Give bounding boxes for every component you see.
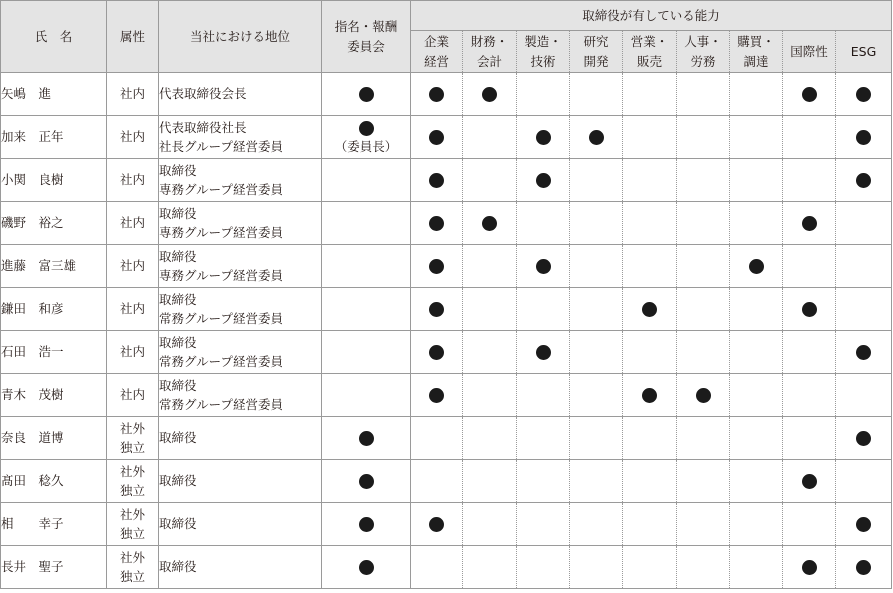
table-row xyxy=(1,159,892,202)
table-row xyxy=(1,374,892,417)
ability-cell xyxy=(463,73,517,116)
ability-mark xyxy=(429,388,444,403)
ability-cell xyxy=(463,202,517,245)
ability-cell xyxy=(570,331,623,374)
ability-cell xyxy=(730,331,783,374)
ability-mark xyxy=(802,216,817,231)
ability-cell xyxy=(463,503,517,546)
ability-cell xyxy=(623,288,677,331)
position-label: 社長グループ経営委員 xyxy=(159,139,284,154)
ability-cell xyxy=(677,288,730,331)
header-ability-label: 営業・ xyxy=(630,34,669,50)
position-cell xyxy=(159,546,322,589)
director-name: 石田 浩一 xyxy=(1,331,107,374)
position-label: 専務グループ経営委員 xyxy=(159,268,284,283)
ability-cell xyxy=(783,331,836,374)
header-ability-label: 国際性 xyxy=(790,43,828,59)
ability-cell xyxy=(570,159,623,202)
position-cell xyxy=(159,460,322,503)
ability-cell xyxy=(411,331,463,374)
ability-cell xyxy=(783,417,836,460)
header-ability-3 xyxy=(570,31,623,73)
ability-cell xyxy=(730,202,783,245)
ability-cell xyxy=(517,159,570,202)
table-row xyxy=(1,245,892,288)
ability-cell xyxy=(730,116,783,159)
ability-cell xyxy=(783,159,836,202)
attribute-label: 社内 xyxy=(119,344,145,360)
ability-cell xyxy=(517,460,570,503)
ability-mark xyxy=(802,474,817,489)
ability-cell xyxy=(570,546,623,589)
ability-cell xyxy=(623,116,677,159)
committee-member-mark xyxy=(359,517,374,532)
table-row xyxy=(1,460,892,503)
ability-cell xyxy=(836,159,892,202)
ability-cell xyxy=(677,374,730,417)
ability-cell xyxy=(677,503,730,546)
committee-cell xyxy=(322,546,411,589)
ability-cell xyxy=(623,374,677,417)
ability-mark xyxy=(429,216,444,231)
ability-cell xyxy=(411,116,463,159)
table-row xyxy=(1,503,892,546)
ability-cell xyxy=(411,202,463,245)
position-label: 取締役 xyxy=(159,334,197,350)
ability-mark xyxy=(856,560,871,575)
header-position: 当社における地位 xyxy=(159,1,322,73)
attribute-label: 独立 xyxy=(119,569,145,584)
committee-cell xyxy=(322,202,411,245)
ability-cell xyxy=(517,288,570,331)
header-ability-1 xyxy=(463,31,517,73)
table-row xyxy=(1,73,892,116)
header-ability-label: 開発 xyxy=(583,53,609,69)
ability-cell xyxy=(411,460,463,503)
ability-cell xyxy=(677,417,730,460)
attribute-label: 社内 xyxy=(119,215,145,231)
header-ability-2 xyxy=(517,31,570,73)
ability-cell xyxy=(570,374,623,417)
attribute-cell xyxy=(107,73,159,116)
header-abilities-caption: 取締役が有している能力 xyxy=(411,1,892,31)
attribute-cell xyxy=(107,331,159,374)
position-label: 常務グループ経営委員 xyxy=(159,354,284,369)
ability-cell xyxy=(570,503,623,546)
position-label: 取締役 xyxy=(159,430,197,446)
position-label: 専務グループ経営委員 xyxy=(159,182,284,197)
ability-cell xyxy=(677,116,730,159)
ability-cell xyxy=(517,245,570,288)
ability-cell xyxy=(836,460,892,503)
ability-mark xyxy=(536,130,551,145)
ability-cell xyxy=(411,546,463,589)
ability-cell xyxy=(517,417,570,460)
ability-mark xyxy=(802,560,817,575)
header-ability-4 xyxy=(623,31,677,73)
ability-cell xyxy=(623,546,677,589)
committee-cell xyxy=(322,116,411,159)
ability-cell xyxy=(677,331,730,374)
attribute-cell xyxy=(107,417,159,460)
committee-cell xyxy=(322,374,411,417)
ability-cell xyxy=(836,245,892,288)
ability-mark xyxy=(429,345,444,360)
header-committee-line-2: 委員会 xyxy=(347,38,385,54)
ability-cell xyxy=(570,245,623,288)
ability-cell xyxy=(783,460,836,503)
attribute-label: 社内 xyxy=(119,86,145,102)
committee-cell xyxy=(322,417,411,460)
position-label: 専務グループ経営委員 xyxy=(159,225,284,240)
position-cell xyxy=(159,116,322,159)
attribute-label: 社外 xyxy=(119,463,145,479)
attribute-cell xyxy=(107,159,159,202)
attribute-cell xyxy=(107,116,159,159)
committee-cell xyxy=(322,288,411,331)
position-cell xyxy=(159,374,322,417)
position-label: 取締役 xyxy=(159,162,197,178)
header-ability-label: 会計 xyxy=(476,53,502,69)
header-ability-label: 労務 xyxy=(690,53,716,69)
ability-cell xyxy=(783,503,836,546)
ability-cell xyxy=(730,288,783,331)
position-cell xyxy=(159,202,322,245)
committee-cell xyxy=(322,503,411,546)
ability-mark xyxy=(642,388,657,403)
ability-cell xyxy=(836,331,892,374)
director-name: 髙田 稔久 xyxy=(1,460,107,503)
ability-cell xyxy=(836,116,892,159)
ability-cell xyxy=(836,288,892,331)
director-name: 相 幸子 xyxy=(1,503,107,546)
ability-cell xyxy=(783,116,836,159)
header-committee-line-1: 指名・報酬 xyxy=(334,19,398,35)
position-label: 取締役 xyxy=(159,291,197,307)
ability-cell xyxy=(463,546,517,589)
ability-mark xyxy=(589,130,604,145)
header-ability-label: 販売 xyxy=(636,53,662,69)
attribute-label: 社外 xyxy=(119,549,145,565)
committee-member-mark xyxy=(359,87,374,102)
position-label: 常務グループ経営委員 xyxy=(159,311,284,326)
director-name: 小関 良樹 xyxy=(1,159,107,202)
ability-cell xyxy=(677,460,730,503)
header-ability-label: 購買・ xyxy=(737,34,775,50)
attribute-label: 社内 xyxy=(119,129,145,145)
position-cell xyxy=(159,245,322,288)
ability-cell xyxy=(411,245,463,288)
ability-cell xyxy=(730,73,783,116)
ability-cell xyxy=(730,417,783,460)
header-ability-label: 財務・ xyxy=(470,34,509,50)
attribute-cell xyxy=(107,245,159,288)
ability-mark xyxy=(856,130,871,145)
ability-cell xyxy=(783,374,836,417)
attribute-label: 社外 xyxy=(119,420,145,436)
header-ability-label: 調達 xyxy=(743,53,769,69)
ability-cell xyxy=(677,245,730,288)
ability-cell xyxy=(517,503,570,546)
position-label: 取締役 xyxy=(159,377,197,393)
ability-cell xyxy=(730,460,783,503)
ability-cell xyxy=(677,159,730,202)
ability-cell xyxy=(783,245,836,288)
header-ability-label: 研究 xyxy=(583,34,609,50)
committee-member-mark xyxy=(359,560,374,575)
ability-cell xyxy=(730,374,783,417)
ability-cell xyxy=(623,460,677,503)
ability-cell xyxy=(517,73,570,116)
header-ability-5 xyxy=(677,31,730,73)
position-label: 取締役 xyxy=(159,473,197,489)
ability-mark xyxy=(429,173,444,188)
table-row xyxy=(1,331,892,374)
header-ability-0 xyxy=(411,31,463,73)
committee-cell xyxy=(322,460,411,503)
attribute-cell xyxy=(107,288,159,331)
ability-cell xyxy=(623,331,677,374)
ability-mark xyxy=(482,87,497,102)
ability-cell xyxy=(517,116,570,159)
director-name: 青木 茂樹 xyxy=(1,374,107,417)
attribute-cell xyxy=(107,374,159,417)
ability-cell xyxy=(836,73,892,116)
header-ability-label: 人事・ xyxy=(684,34,722,50)
position-label: 常務グループ経営委員 xyxy=(159,397,284,412)
ability-cell xyxy=(623,159,677,202)
ability-cell xyxy=(411,374,463,417)
ability-cell xyxy=(463,116,517,159)
ability-cell xyxy=(570,417,623,460)
ability-cell xyxy=(517,374,570,417)
header-ability-label: ESG xyxy=(850,43,877,59)
ability-mark xyxy=(856,87,871,102)
header-ability-7 xyxy=(783,31,836,73)
ability-cell xyxy=(730,159,783,202)
ability-cell xyxy=(677,73,730,116)
attribute-label: 独立 xyxy=(119,483,145,498)
ability-mark xyxy=(642,302,657,317)
ability-mark xyxy=(429,517,444,532)
ability-mark xyxy=(802,302,817,317)
attribute-label: 社内 xyxy=(119,301,145,317)
header-ability-label: 製造・ xyxy=(524,34,562,50)
committee-cell xyxy=(322,245,411,288)
committee-member-mark xyxy=(359,474,374,489)
ability-mark xyxy=(802,87,817,102)
ability-mark xyxy=(429,87,444,102)
ability-cell xyxy=(463,288,517,331)
director-name: 矢嶋 進 xyxy=(1,73,107,116)
committee-cell xyxy=(322,73,411,116)
header-ability-label: 技術 xyxy=(530,53,556,69)
attribute-label: 独立 xyxy=(119,526,145,541)
ability-cell xyxy=(623,417,677,460)
ability-cell xyxy=(623,202,677,245)
ability-cell xyxy=(463,245,517,288)
position-cell xyxy=(159,159,322,202)
ability-cell xyxy=(463,417,517,460)
ability-cell xyxy=(411,417,463,460)
table-row xyxy=(1,116,892,159)
ability-cell xyxy=(463,331,517,374)
ability-mark xyxy=(482,216,497,231)
ability-cell xyxy=(730,503,783,546)
ability-cell xyxy=(783,73,836,116)
ability-cell xyxy=(783,546,836,589)
committee-member-mark xyxy=(359,431,374,446)
ability-mark xyxy=(429,259,444,274)
ability-cell xyxy=(570,460,623,503)
ability-cell xyxy=(570,73,623,116)
ability-mark xyxy=(856,173,871,188)
ability-cell xyxy=(730,546,783,589)
position-cell xyxy=(159,503,322,546)
position-cell xyxy=(159,288,322,331)
committee-cell xyxy=(322,159,411,202)
ability-cell xyxy=(463,159,517,202)
ability-cell xyxy=(517,331,570,374)
position-label: 取締役 xyxy=(159,205,197,221)
position-label: 取締役 xyxy=(159,559,197,575)
ability-cell xyxy=(411,159,463,202)
attribute-label: 社内 xyxy=(119,387,145,403)
ability-mark xyxy=(536,345,551,360)
ability-mark xyxy=(749,259,764,274)
attribute-cell xyxy=(107,460,159,503)
ability-cell xyxy=(411,503,463,546)
ability-cell xyxy=(517,546,570,589)
committee-member-mark xyxy=(359,121,374,136)
ability-cell xyxy=(411,73,463,116)
position-label: 取締役 xyxy=(159,516,197,532)
ability-cell xyxy=(517,202,570,245)
attribute-label: 独立 xyxy=(119,440,145,455)
committee-note: （委員長） xyxy=(334,139,398,154)
header-name: 氏 名 xyxy=(1,1,107,73)
ability-cell xyxy=(463,374,517,417)
attribute-cell xyxy=(107,503,159,546)
position-label: 取締役 xyxy=(159,248,197,264)
ability-mark xyxy=(429,302,444,317)
ability-mark xyxy=(856,517,871,532)
ability-cell xyxy=(836,503,892,546)
director-name: 鎌田 和彦 xyxy=(1,288,107,331)
position-cell xyxy=(159,417,322,460)
header-ability-8 xyxy=(836,31,892,73)
ability-cell xyxy=(623,73,677,116)
ability-mark xyxy=(429,130,444,145)
ability-cell xyxy=(463,460,517,503)
attribute-label: 社内 xyxy=(119,258,145,274)
director-name: 加来 正年 xyxy=(1,116,107,159)
attribute-label: 社内 xyxy=(119,172,145,188)
attribute-cell xyxy=(107,202,159,245)
header-ability-label: 企業 xyxy=(423,34,449,50)
table-row xyxy=(1,288,892,331)
ability-mark xyxy=(536,173,551,188)
ability-mark xyxy=(536,259,551,274)
header-committee xyxy=(322,1,411,73)
ability-cell xyxy=(836,374,892,417)
ability-cell xyxy=(730,245,783,288)
header-attribute: 属性 xyxy=(107,1,159,73)
ability-mark xyxy=(696,388,711,403)
director-name: 進藤 富三雄 xyxy=(1,245,107,288)
header-ability-6 xyxy=(730,31,783,73)
ability-cell xyxy=(836,546,892,589)
ability-cell xyxy=(623,245,677,288)
ability-cell xyxy=(836,202,892,245)
ability-cell xyxy=(836,417,892,460)
position-label: 代表取締役会長 xyxy=(159,86,247,102)
director-name: 長井 聖子 xyxy=(1,546,107,589)
ability-mark xyxy=(856,431,871,446)
ability-cell xyxy=(623,503,677,546)
table-row xyxy=(1,202,892,245)
ability-cell xyxy=(570,116,623,159)
ability-cell xyxy=(570,288,623,331)
position-cell xyxy=(159,331,322,374)
ability-cell xyxy=(677,546,730,589)
header-ability-label: 経営 xyxy=(423,53,449,69)
table-row xyxy=(1,546,892,589)
attribute-cell xyxy=(107,546,159,589)
ability-cell xyxy=(677,202,730,245)
director-name: 奈良 道博 xyxy=(1,417,107,460)
position-cell xyxy=(159,73,322,116)
committee-cell xyxy=(322,331,411,374)
ability-cell xyxy=(783,202,836,245)
ability-mark xyxy=(856,345,871,360)
attribute-label: 社外 xyxy=(119,506,145,522)
ability-cell xyxy=(783,288,836,331)
position-label: 代表取締役社長 xyxy=(159,119,247,135)
ability-cell xyxy=(411,288,463,331)
table-row xyxy=(1,417,892,460)
ability-cell xyxy=(570,202,623,245)
director-name: 磯野 裕之 xyxy=(1,202,107,245)
